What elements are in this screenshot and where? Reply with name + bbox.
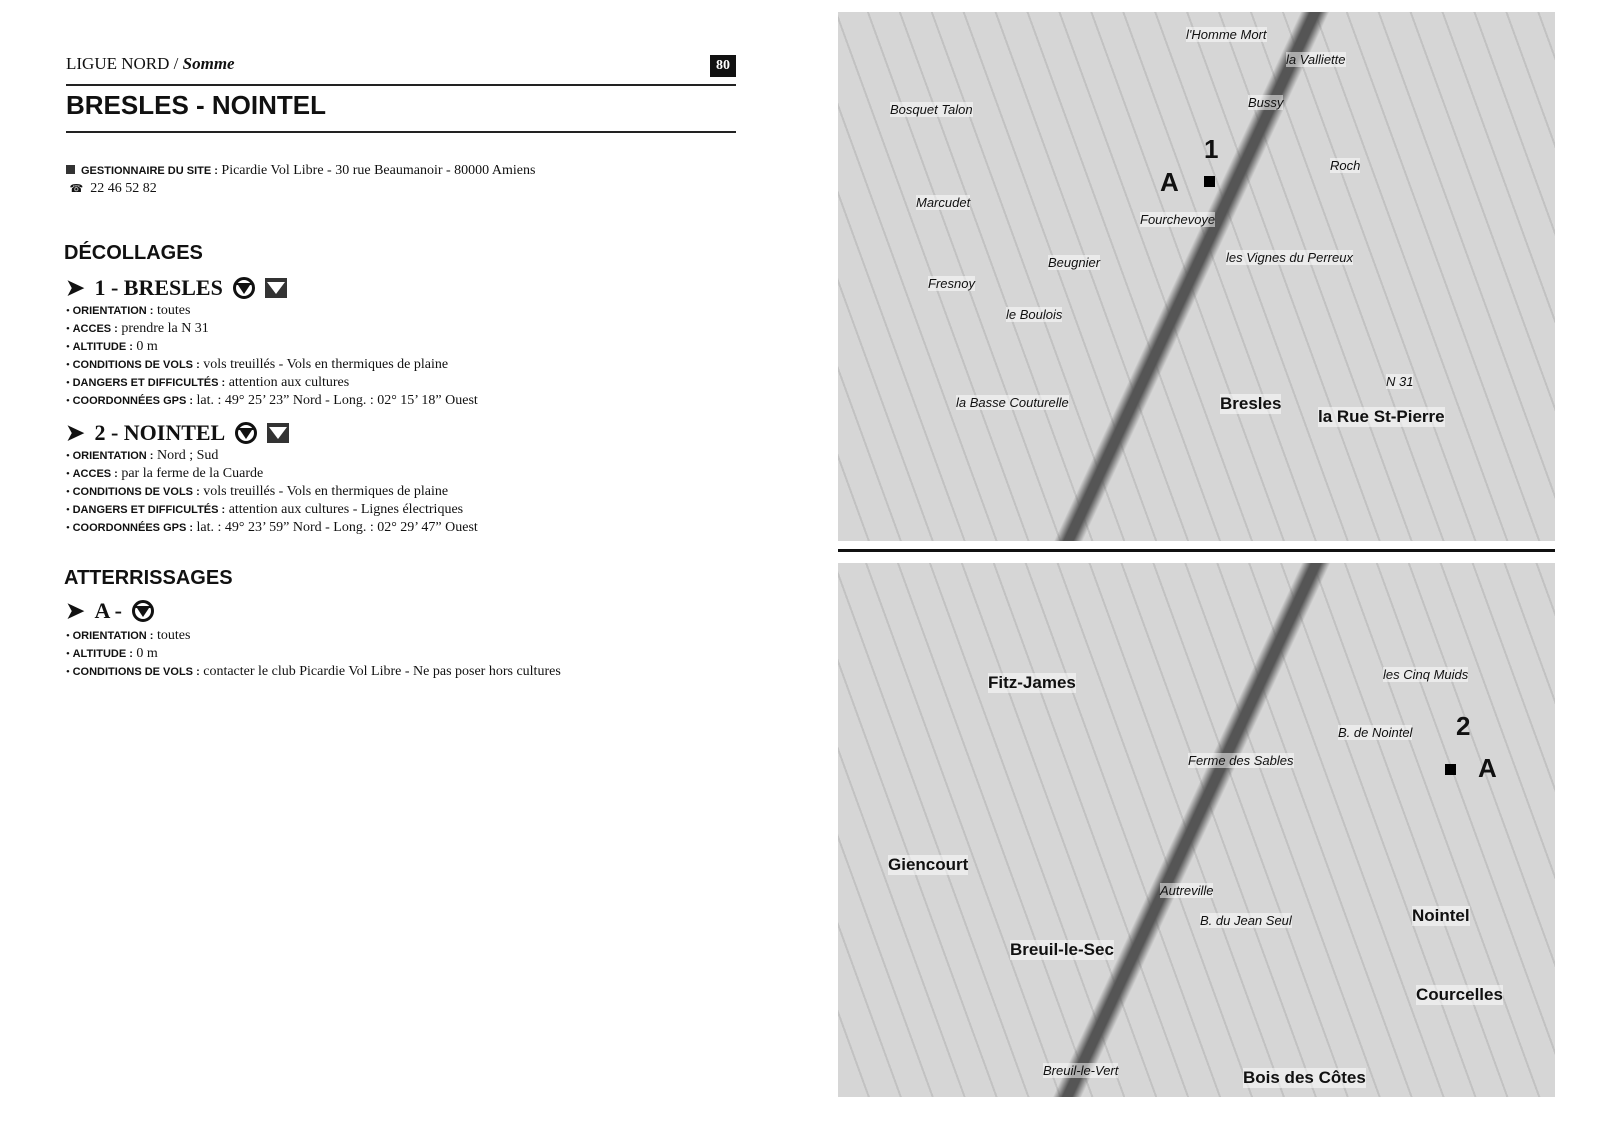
map-label: l'Homme Mort: [1186, 27, 1267, 42]
site-details: [66, 302, 478, 410]
detail-item: • ACCES : par la ferme de la Cuarde: [66, 465, 478, 483]
detail-item: • DANGERS ET DIFFICULTÉS : attention aux cultures - Lignes électriques: [66, 501, 478, 519]
map-label: Fourchevoye: [1140, 212, 1216, 227]
map-label: B. du Jean Seul: [1200, 913, 1292, 928]
divider: [838, 549, 1555, 552]
detail-item: • DANGERS ET DIFFICULTÉS : attention aux cultures: [66, 374, 478, 392]
map-label: la Valliette: [1286, 52, 1346, 67]
bullet-square-icon: [66, 165, 75, 174]
page-number: 80: [710, 55, 736, 77]
map-label: la Rue St-Pierre: [1318, 407, 1445, 426]
manager-value: Picardie Vol Libre - 30 rue Beaumanoir - 80000 Amiens: [221, 163, 536, 178]
site-manager: [66, 162, 535, 198]
map-label: Beugnier: [1048, 255, 1101, 270]
page-title: BRESLES - NOINTEL: [66, 90, 327, 120]
site-title: [66, 598, 154, 624]
map-label: Fresnoy: [928, 276, 975, 291]
site-title: [66, 420, 289, 446]
map-label: Marcudet: [916, 195, 971, 210]
phone-icon: ☎: [69, 183, 84, 195]
landings-heading: ATTERRISSAGES: [64, 567, 233, 589]
map-label: Courcelles: [1416, 985, 1503, 1004]
detail-item: • CONDITIONS DE VOLS : contacter le club Picardie Vol Libre - Ne pas poser hors cultures: [66, 663, 561, 681]
divider: [66, 131, 736, 133]
running-header: [66, 54, 235, 74]
site-details: [66, 447, 478, 537]
detail-item: • CONDITIONS DE VOLS : vols treuillés - Vols en thermiques de plaine: [66, 483, 478, 501]
map-nointel: [838, 563, 1555, 1097]
takeoff-marker: 1: [1204, 134, 1219, 164]
map-label: Ferme des Sables: [1188, 753, 1294, 768]
map-label: Breuil-le-Sec: [1010, 940, 1114, 959]
map-label: le Boulois: [1006, 307, 1063, 322]
circle-triangle-icon: [235, 422, 257, 444]
arrow-icon: ➤: [66, 598, 85, 623]
map-label: N 31: [1386, 374, 1414, 389]
manager-label: GESTIONNAIRE DU SITE :: [81, 165, 218, 177]
map-label: Roch: [1330, 158, 1361, 173]
site-square-icon: [1445, 764, 1456, 775]
map-label: les Vignes du Perreux: [1226, 250, 1353, 265]
league-label: LIGUE NORD /: [66, 54, 179, 73]
map-bresles: [838, 12, 1555, 541]
detail-item: • ORIENTATION : toutes: [66, 302, 478, 320]
site-square-icon: [1204, 176, 1215, 187]
landing-marker: A: [1160, 167, 1179, 197]
detail-item: • ACCES : prendre la N 31: [66, 320, 478, 338]
map-label: les Cinq Muids: [1383, 667, 1469, 682]
map-label: Autreville: [1160, 883, 1214, 898]
circle-triangle-icon: [233, 277, 255, 299]
site-name: 1 - BRESLES: [94, 275, 223, 300]
map-label: Bois des Côtes: [1243, 1068, 1366, 1087]
arrow-icon: ➤: [66, 275, 85, 300]
map-label: B. de Nointel: [1338, 725, 1413, 740]
circle-triangle-icon: [132, 600, 154, 622]
map-label: Fitz-James: [988, 673, 1076, 692]
winch-icon: [267, 423, 289, 443]
site-title: [66, 275, 287, 301]
arrow-icon: ➤: [66, 420, 85, 445]
detail-item: • COORDONNÉES GPS : lat. : 49° 25’ 23” Nord - Long. : 02° 15’ 18” Ouest: [66, 392, 478, 410]
map-label: Breuil-le-Vert: [1043, 1063, 1119, 1078]
landing-marker: A: [1478, 753, 1497, 783]
map-label: Nointel: [1412, 906, 1470, 925]
detail-item: • CONDITIONS DE VOLS : vols treuillés - Vols en thermiques de plaine: [66, 356, 478, 374]
detail-item: • ORIENTATION : toutes: [66, 627, 561, 645]
region-label: Somme: [182, 54, 235, 73]
map-label: la Basse Couturelle: [956, 395, 1069, 410]
detail-item: • ALTITUDE : 0 m: [66, 645, 561, 663]
detail-item: • COORDONNÉES GPS : lat. : 49° 23’ 59” Nord - Long. : 02° 29’ 47” Ouest: [66, 519, 478, 537]
site-details: [66, 627, 561, 681]
divider: [66, 84, 736, 86]
phone-number: 22 46 52 82: [90, 181, 157, 196]
map-label: Bussy: [1248, 95, 1284, 110]
detail-item: • ORIENTATION : Nord ; Sud: [66, 447, 478, 465]
site-name: 2 - NOINTEL: [94, 420, 226, 445]
map-label: Bresles: [1220, 394, 1282, 413]
map-label: Giencourt: [888, 855, 969, 874]
map-label: Bosquet Talon: [890, 102, 973, 117]
winch-icon: [265, 278, 287, 298]
takeoffs-heading: DÉCOLLAGES: [64, 242, 203, 264]
site-name: A -: [94, 598, 122, 623]
detail-item: • ALTITUDE : 0 m: [66, 338, 478, 356]
takeoff-marker: 2: [1456, 711, 1471, 741]
